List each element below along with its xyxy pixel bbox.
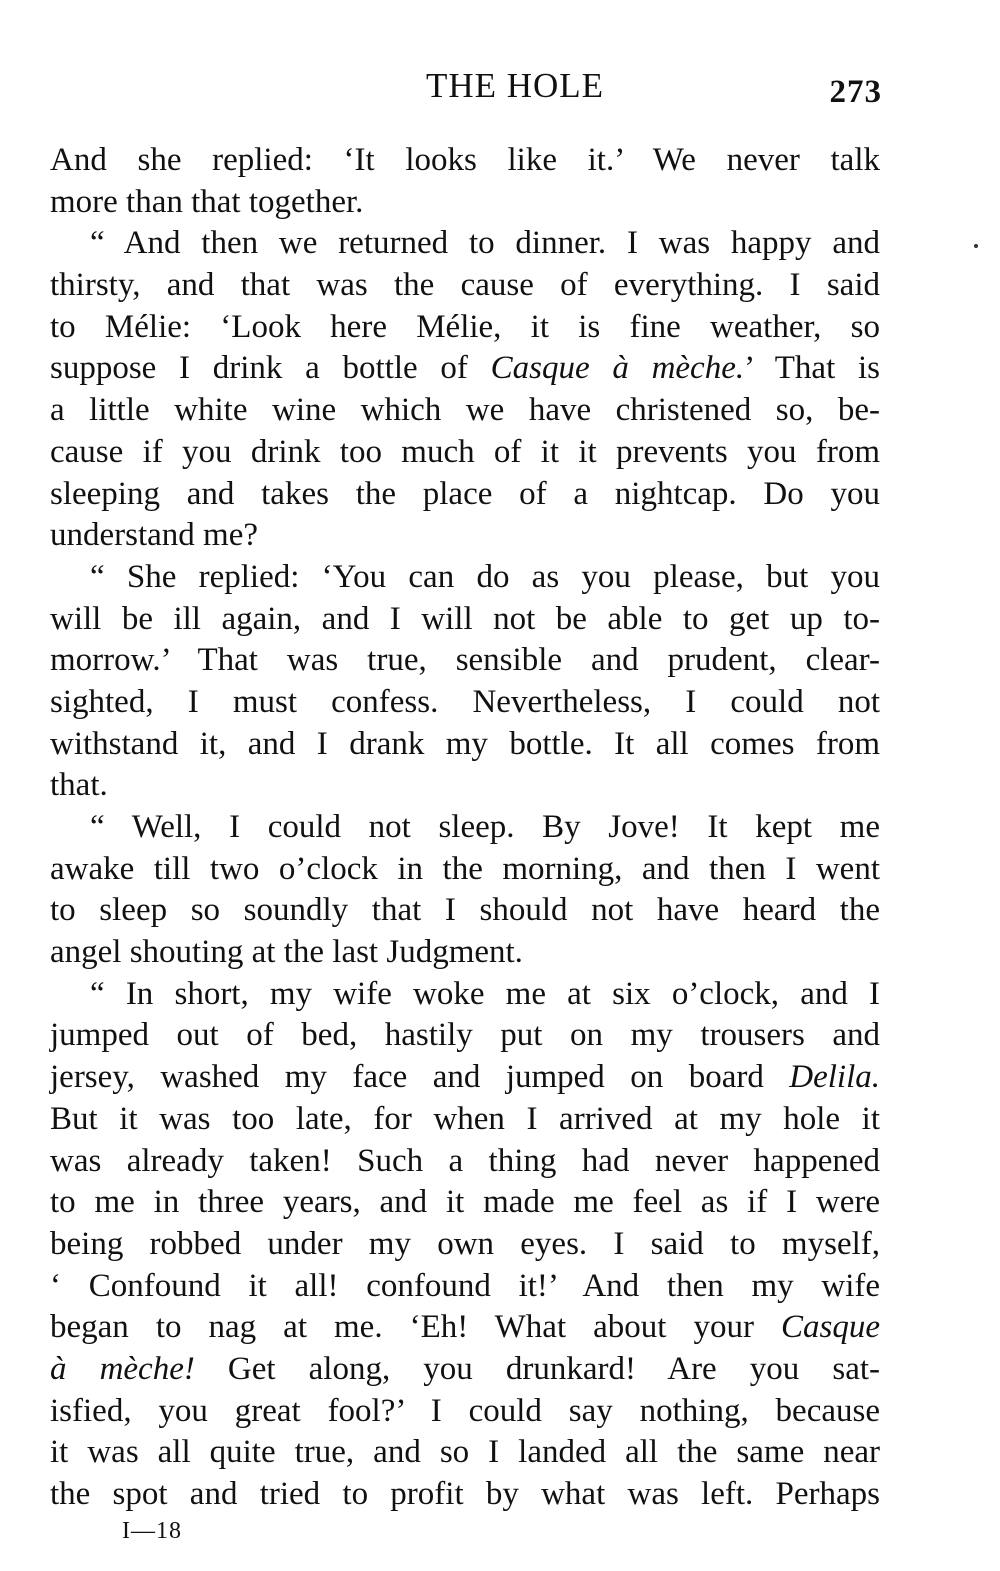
text-segment: will be ill again, and I will not be able to get up to- [50,600,880,637]
text-segment: morrow.’ That was true, sensible and prudent, clear- [50,642,880,679]
text-segment: understand me? [50,517,259,554]
text-line [50,515,880,557]
italic-text: Casque [781,1309,880,1346]
text-line [50,1057,880,1099]
text-segment: “ And then we returned to dinner. I was happy and [90,225,880,262]
text-line [50,849,880,891]
text-line [50,265,880,307]
text-line [50,182,880,224]
running-head [50,66,880,116]
text-segment: it was all quite true, and so I landed all the same near [50,1434,880,1471]
text-line [50,682,880,724]
text-segment: sleeping and takes the place of a nightcap. Do you [50,475,880,512]
text-segment: withstand it, and I drank my bottle. It all comes from [50,725,880,762]
text-line [50,432,880,474]
italic-text: à mèche! [50,1350,195,1387]
page-number: 273 [829,74,882,110]
text-segment: began to nag at me. ‘Eh! What about your [50,1309,781,1346]
italic-text: Delila. [789,1059,880,1096]
signature-mark: I—18 [122,1518,182,1544]
text-line [50,640,880,682]
running-title: THE HOLE [425,66,605,105]
text-line [50,932,880,974]
text-line [50,890,880,932]
text-segment: Get along, you drunkard! Are you sat- [194,1350,880,1387]
text-line [50,1015,880,1057]
text-segment: the spot and tried to profit by what was left. Perhaps [50,1476,880,1512]
text-line [50,1224,880,1266]
text-line [50,390,880,432]
italic-text: Casque à mèche. [490,350,745,387]
text-segment: thirsty, and that was the cause of everything. I said [50,267,880,304]
text-line [50,1391,880,1433]
text-line [50,1266,880,1308]
text-line [50,1099,880,1141]
text-line [50,348,880,390]
text-line [50,140,880,182]
text-line [50,223,880,265]
text-line [50,474,880,516]
text-line [50,1349,880,1391]
text-segment: being robbed under my own eyes. I said to myself, [50,1225,880,1262]
text-segment: “ She replied: ‘You can do as you please, but you [90,558,880,595]
text-segment: suppose I drink a bottle of [50,350,491,387]
text-segment: awake till two o’clock in the morning, and then I went [50,850,880,887]
text-line [50,724,880,766]
text-segment: And she replied: ‘It looks like it.’ We never talk [50,142,880,178]
text-line [50,1432,880,1474]
text-segment: more than that together. [50,183,364,220]
text-line [50,1141,880,1183]
text-segment: sighted, I must confess. Nevertheless, I could not [50,683,880,720]
text-line [50,807,880,849]
print-speck [974,244,978,248]
text-line [50,1307,880,1349]
text-segment: ‘ Confound it all! confound it!’ And then my wife [50,1267,880,1304]
text-segment: ’ That is [744,350,880,387]
text-line [50,974,880,1016]
text-line [50,1182,880,1224]
text-segment: to Mélie: ‘Look here Mélie, it is fine weather, so [50,308,880,345]
text-segment: angel shouting at the last Judgment. [50,934,523,971]
text-segment: was already taken! Such a thing had never happened [50,1142,880,1179]
text-segment: cause if you drink too much of it it prevents you from [50,433,880,470]
text-segment: jumped out of bed, hastily put on my trousers and [50,1017,880,1054]
text-segment: to sleep so soundly that I should not have heard the [50,892,880,929]
text-segment: that. [50,767,108,804]
body-text [50,140,880,1516]
text-line [50,307,880,349]
text-line [50,557,880,599]
text-line [50,599,880,641]
text-segment: to me in three years, and it made me feel as if I were [50,1184,880,1221]
text-line [50,1474,880,1516]
text-segment: “ Well, I could not sleep. By Jove! It kept me [90,809,880,845]
text-segment: But it was too late, for when I arrived at my hole it [50,1100,880,1137]
text-segment: isfied, you great fool?’ I could say nothing, because [50,1392,880,1429]
text-segment: jersey, washed my face and jumped on board [50,1059,790,1096]
text-line [50,765,880,807]
text-segment: “ In short, my wife woke me at six o’clock, and I [90,975,880,1012]
text-segment: a little white wine which we have christened so, be- [50,392,880,429]
